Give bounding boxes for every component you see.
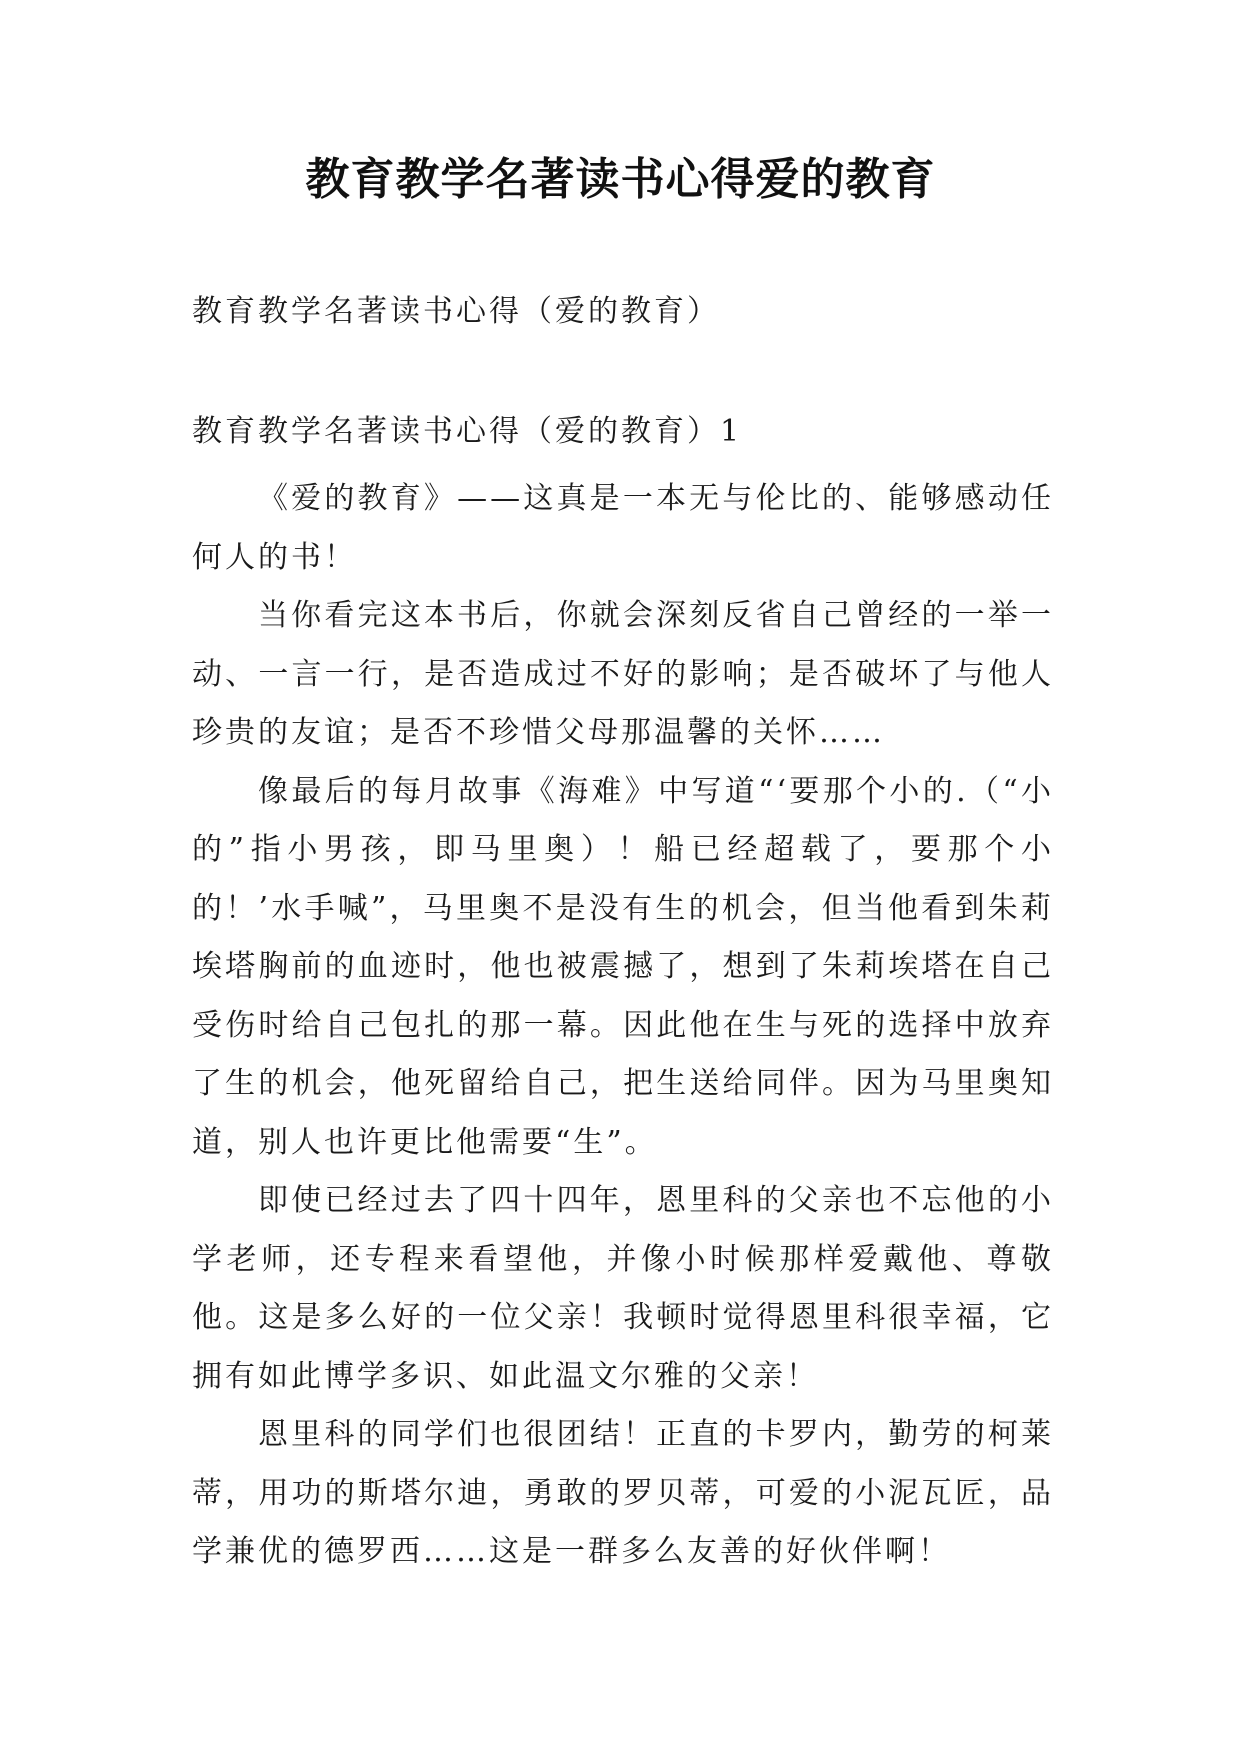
paragraph: 即使已经过去了四十四年，恩里科的父亲也不忘他的小学老师，还专程来看望他，并像小时候那样爱戴他、尊敬他。这是多么好的一位父亲！我顿时觉得恩里科很幸福，它拥有如此博学多识、如此温文尔雅的父亲！ xyxy=(192,1183,1054,1394)
paragraph: 当你看完这本书后，你就会深刻反省自己曾经的一举一动、一言一行，是否造成过不好的影响；是否破坏了与他人珍贵的友谊；是否不珍惜父母那温馨的关怀…… xyxy=(192,598,1054,750)
body-text xyxy=(192,470,1054,1582)
document-title: 教育教学名著读书心得爱的教育 xyxy=(305,154,936,205)
paragraph: 《爱的教育》——这真是一本无与伦比的、能够感动任何人的书！ xyxy=(192,481,1054,575)
document-subtitle: 教育教学名著读书心得（爱的教育） xyxy=(192,294,720,329)
paragraph: 像最后的每月故事《海难》中写道“‘要那个小的.（“小的”指小男孩，即马里奥）！船已经超载了，要那个小的！’水手喊”，马里奥不是没有生的机会，但当他看到朱莉埃塔胸前的血迹时，他也被震撼了，想到了朱莉埃塔在自己受伤时给自己包扎的那一幕。因此他在生与死的选择中放弃了生的机会，他死留给自己，把生送给同伴。因为马里奥知道，别人也许更比他需要“生”。 xyxy=(192,773,1054,1160)
paragraph: 恩里科的同学们也很团结！正直的卡罗内，勤劳的柯莱蒂，用功的斯塔尔迪，勇敢的罗贝蒂，可爱的小泥瓦匠，品学兼优的德罗西……这是一群多么友善的好伙伴啊！ xyxy=(192,1417,1054,1569)
section-heading: 教育教学名著读书心得（爱的教育）1 xyxy=(192,414,743,449)
